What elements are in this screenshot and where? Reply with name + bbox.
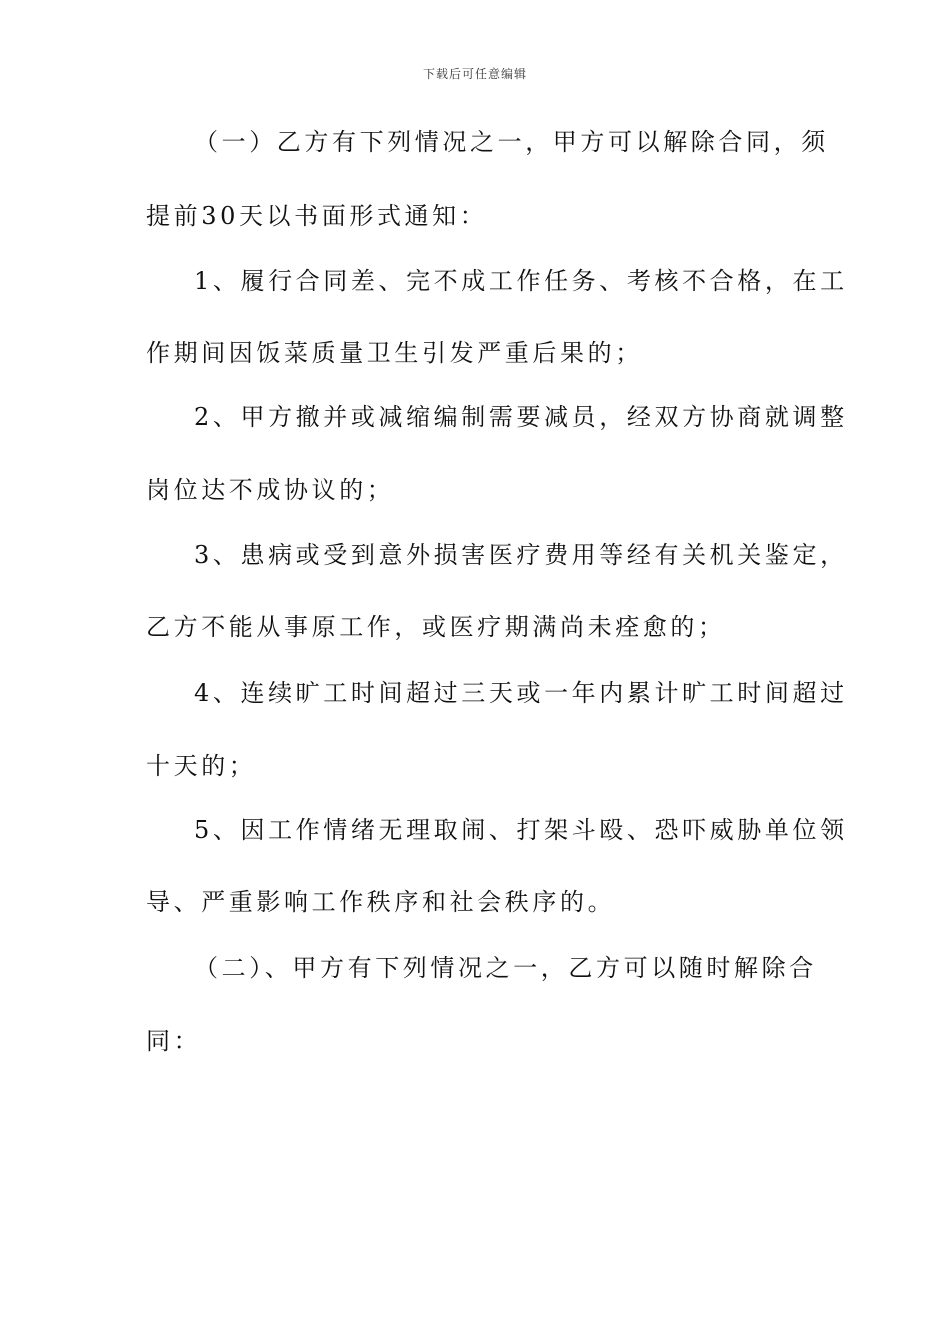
item-4-line-2: 十天的； — [146, 752, 257, 780]
clause-one-heading-line-1: （一）乙方有下列情况之一，甲方可以解除合同，须 — [194, 128, 829, 156]
item-5-line-2: 导、严重影响工作秩序和社会秩序的。 — [146, 888, 616, 916]
clause-two-heading-line-2: 同： — [146, 1027, 202, 1055]
clause-one-heading-line-2: 提前30天以书面形式通知： — [146, 202, 488, 230]
item-4-line-1: 4、连续旷工时间超过三天或一年内累计旷工时间超过 — [194, 679, 848, 707]
item-3-line-2: 乙方不能从事原工作，或医疗期满尚未痊愈的； — [146, 613, 726, 641]
item-2-line-2: 岗位达不成协议的； — [146, 476, 395, 504]
item-2-line-1: 2、甲方撤并或减缩编制需要减员，经双方协商就调整 — [194, 403, 848, 431]
item-1-line-2: 作期间因饭菜质量卫生引发严重后果的； — [146, 339, 643, 367]
page-header: 下载后可任意编辑 — [422, 67, 527, 81]
clause-two-heading-line-1: （二）、甲方有下列情况之一，乙方可以随时解除合 — [194, 954, 817, 982]
item-3-line-1: 3、患病或受到意外损害医疗费用等经有关机关鉴定， — [194, 541, 848, 569]
item-5-line-1: 5、因工作情绪无理取闹、打架斗殴、恐吓威胁单位领 — [194, 816, 848, 844]
item-1-line-1: 1、履行合同差、完不成工作任务、考核不合格，在工 — [194, 267, 848, 295]
